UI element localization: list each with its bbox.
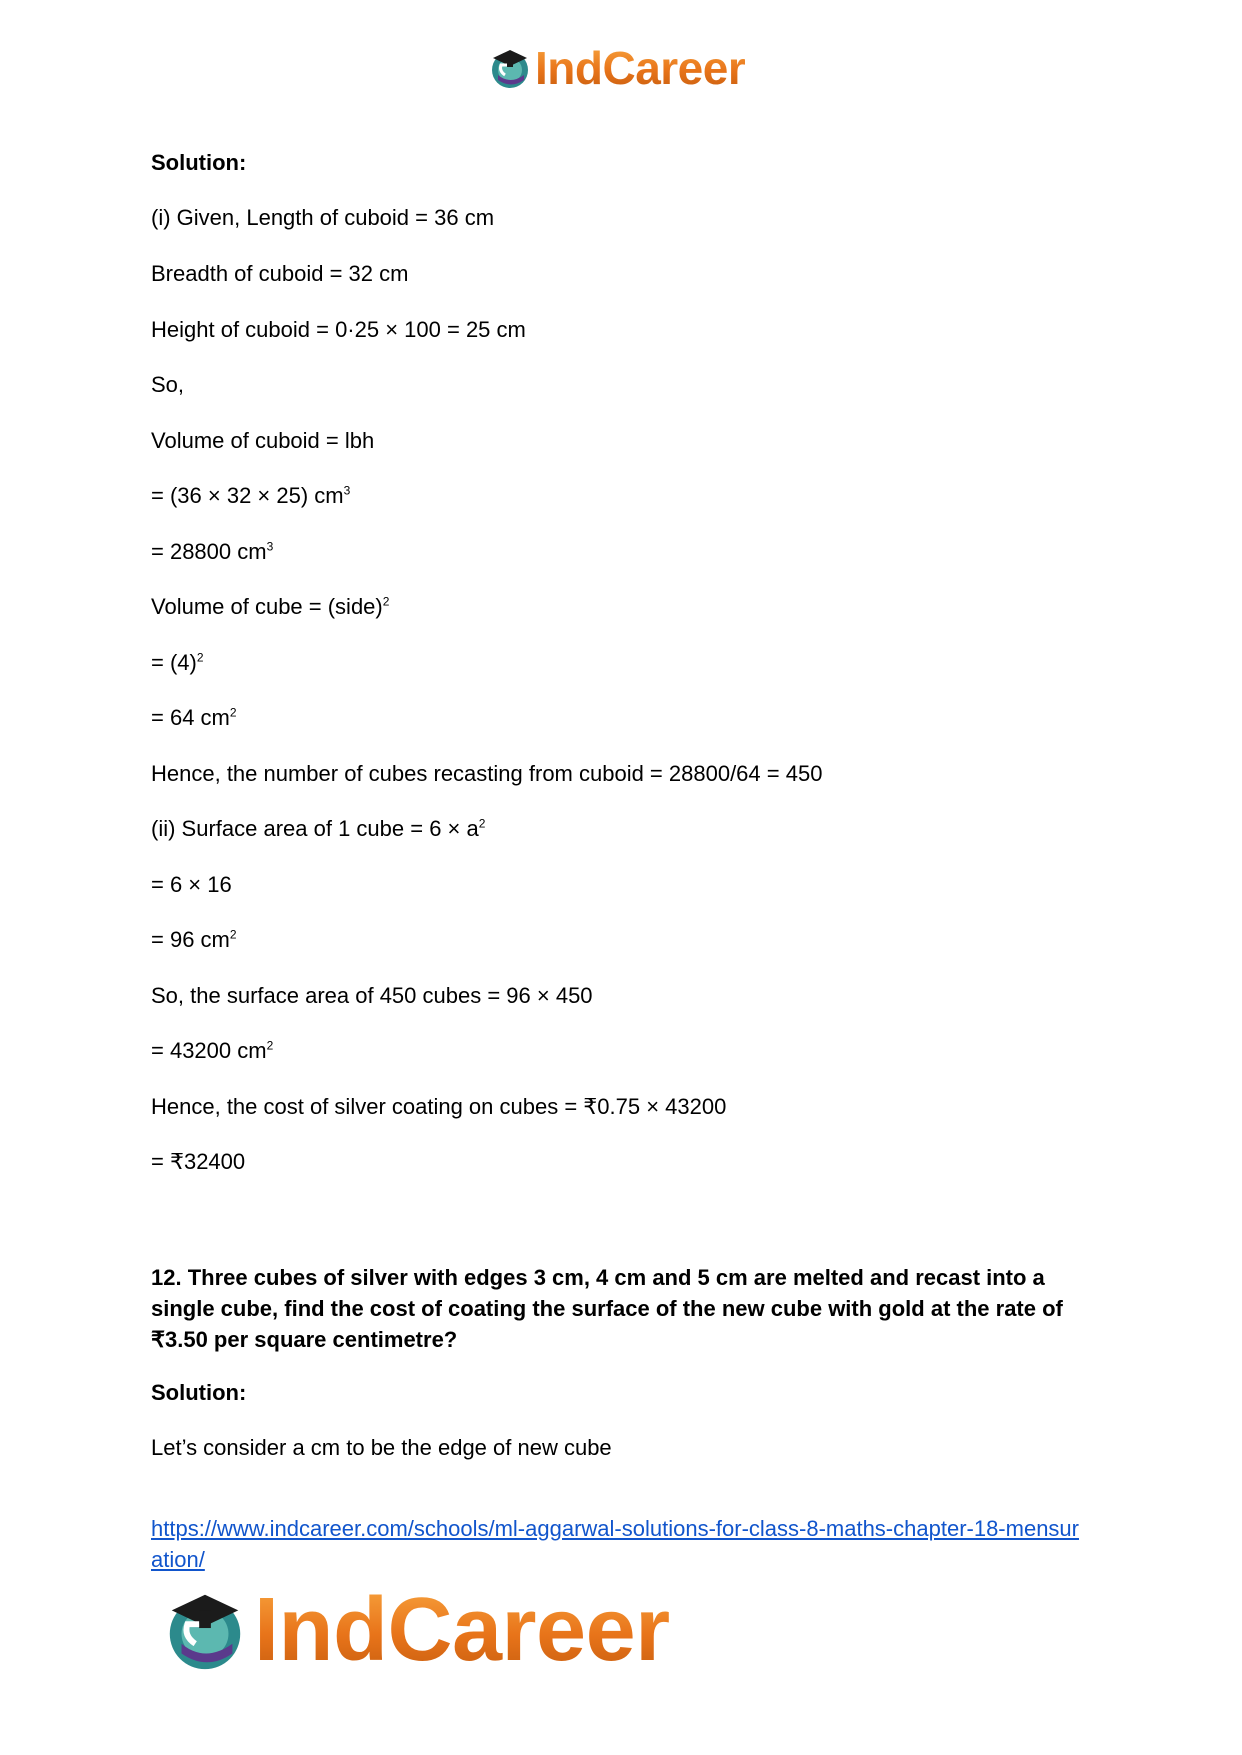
text-line: = ₹32400 xyxy=(151,1149,246,1174)
text-line: So, the surface area of 450 cubes = 96 × 450 xyxy=(151,983,593,1008)
question-12: 12. Three cubes of silver with edges 3 cm, 4 cm and 5 cm are melted and recast into a single cube, find the cost of coating the surface of the new cube with gold at the rate of ₹3.50 per square centimetre? xyxy=(151,1265,1063,1352)
text-line: = 43200 $cm^2$ xyxy=(151,1038,274,1063)
text-line: (ii) Surface area of 1 cube = $6 \times a^2$ xyxy=(151,816,486,841)
text-line: Volume of cuboid = lbh xyxy=(151,428,375,453)
text-line: = 28800 $cm^3$ xyxy=(151,539,274,564)
text-line: (i) Given, Length of cuboid = 36 cm xyxy=(151,205,495,230)
text-line: Breadth of cuboid = 32 cm xyxy=(151,261,409,286)
indcareer-logo-bottom xyxy=(160,1582,670,1678)
text-line: Height of cuboid = 0·25 × 100 = 25 cm xyxy=(151,317,526,342)
text-line: Hence, the number of cubes recasting from cuboid = 28800/64 = 450 xyxy=(151,761,823,786)
text-line: = (36 × 32 × 25) $cm^3$ xyxy=(151,483,351,508)
text-line: Volume of cube = (side)$^2$ xyxy=(151,594,390,619)
brand-name: IndCareer xyxy=(254,1580,670,1680)
text-line: Let’s consider a cm to be the edge of new cube xyxy=(151,1435,612,1460)
brand-name: IndCareer xyxy=(535,42,746,94)
source-link[interactable]: https://www.indcareer.com/schools/ml-aggarwal-solutions-for-class-8-maths-chapter-18-mensuration/ xyxy=(151,1516,1079,1572)
indcareer-logo-top xyxy=(487,42,745,94)
text-line: = $(4)^2$ xyxy=(151,650,204,675)
graduation-cap-globe-icon xyxy=(160,1585,250,1675)
text-line: Hence, the cost of silver coating on cubes = ₹0.75 × 43200 xyxy=(151,1094,727,1119)
solution-heading: Solution: xyxy=(151,1380,247,1405)
text-line: = 96 $cm^2$ xyxy=(151,927,237,952)
text-line: = 6 × 16 xyxy=(151,872,232,897)
text-line: = 64 $cm^2$ xyxy=(151,705,237,730)
text-line: So, xyxy=(151,372,185,397)
graduation-cap-globe-icon xyxy=(487,45,533,91)
solution-heading: Solution: xyxy=(151,150,247,175)
